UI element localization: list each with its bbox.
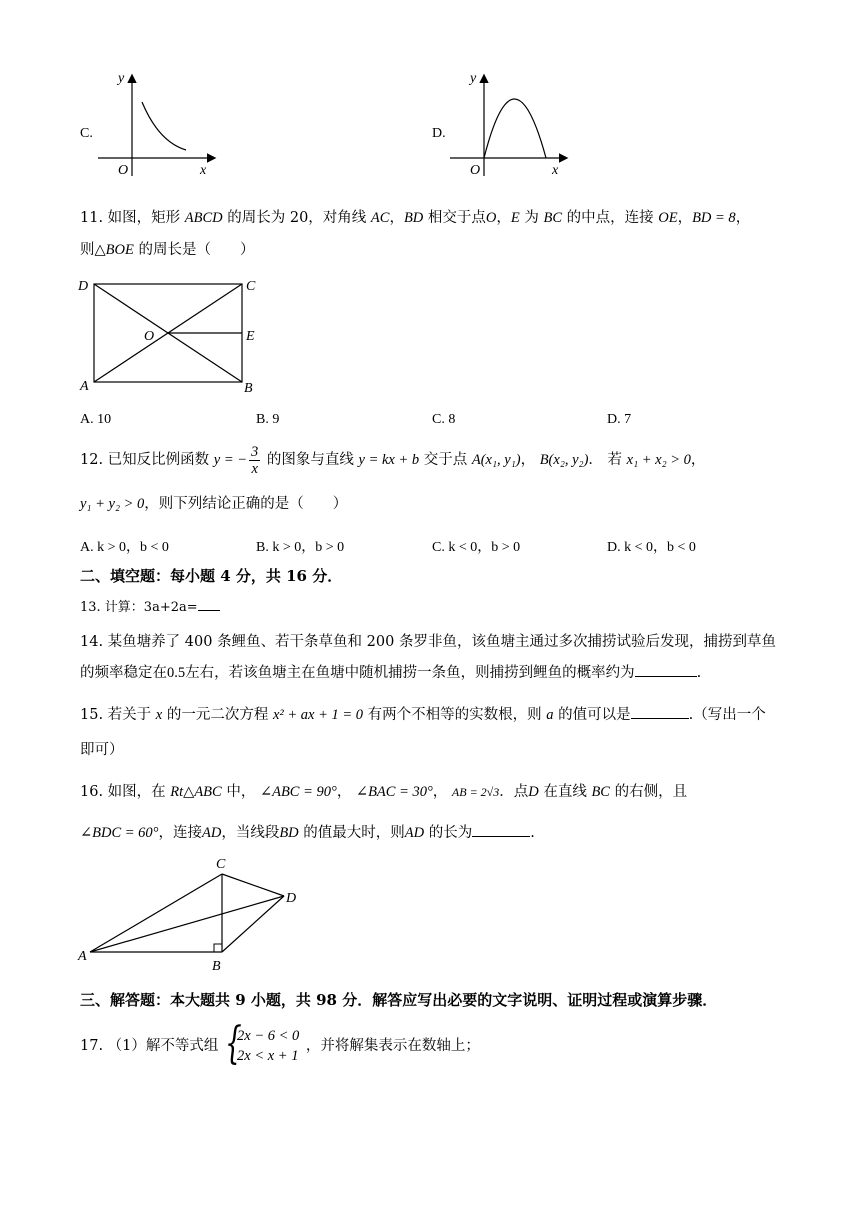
- option-d-graph: [448, 70, 572, 180]
- d-origin: O: [470, 163, 481, 178]
- q14-line1: 14. 某鱼塘养了 400 条鲤鱼、若干条草鱼和 200 条罗非鱼，该鱼塘主通过多次捕捞试验后发现，捕捞到草鱼: [80, 634, 776, 650]
- q11-label-a: A: [80, 379, 89, 394]
- section-3-title: 三、解答题：本大题共 9 小题，共 98 分．解答应写出必要的文字说明、证明过程或演算步骤．: [80, 991, 718, 1009]
- d-axis-y: y: [470, 71, 477, 86]
- q15-line2: 即可）: [80, 742, 124, 758]
- q16-line1: 16. 如图，在 Rt△ABC 中， ∠ABC = 90°， ∠BAC = 30°， AB = 2√3．点D 在直线 BC 的右侧，且: [80, 784, 688, 800]
- q15-line1: 15. 若关于 x 的一元二次方程 x² + ax + 1 = 0 有两个不相等的实数根，则 a 的值可以是 .（写出一个: [80, 704, 766, 725]
- q11-choice-d: D. 7: [607, 412, 632, 427]
- section-2-title: 二、填空题：每小题 4 分，共 16 分．: [80, 567, 343, 585]
- q11-label-e: E: [246, 329, 255, 344]
- q12-choice-b: B. k > 0，b > 0: [256, 540, 345, 555]
- q11-line1: 11. 如图，矩形 ABCD 的周长为 20，对角线 AC，BD 相交于点O，E 为 BC 的中点，连接 OE，BD = 8，: [80, 210, 751, 226]
- q11-choice-b: B. 9: [256, 412, 280, 427]
- q16-label-c: C: [216, 857, 226, 872]
- q14-line2: 的频率稳定在0.5左右，若该鱼塘主在鱼塘中随机捕捞一条鱼，则捕捞到鲤鱼的概率约为 .: [80, 662, 701, 683]
- q11-label-c: C: [246, 279, 256, 294]
- option-c-graph: [96, 70, 220, 180]
- q12-choice-a: A. k > 0，b < 0: [80, 540, 169, 555]
- option-d-label: D.: [432, 126, 446, 141]
- q12-line1: 12. 已知反比例函数 y = − $\frac{3}{x}$ 的图象与直线 y = kx + b 交于点 A(x₁, y₁)， B(x₂, y₂)． 若 x₁ + x₂ > 0，: [80, 443, 706, 477]
- q16-line2: ∠BDC = 60°，连接AD，当线段BD 的值最大时，则AD 的长为 .: [80, 822, 535, 843]
- q16-label-a: A: [78, 949, 87, 964]
- q17-line: 17. （1）解不等式组 { 2x − 6 < 0 2x < x + 1 ，并将解集表示在数轴上；: [80, 1018, 480, 1069]
- q13-line: 13. 计算：3a+2a=: [80, 596, 220, 618]
- q11-choice-c: C. 8: [432, 412, 456, 427]
- q11-line2: 则△BOE 的周长是（ ）: [80, 242, 255, 258]
- q16-label-d: D: [286, 891, 297, 906]
- q11-rectangle-figure: [76, 272, 266, 396]
- q11-label-d: D: [78, 279, 89, 294]
- q16-triangle-figure: [76, 852, 316, 976]
- q12-line2: y₁ + y₂ > 0，则下列结论正确的是（ ）: [80, 496, 348, 512]
- q11-label-o: O: [144, 329, 155, 344]
- q11-label-b: B: [244, 381, 253, 396]
- c-axis-y: y: [118, 71, 125, 86]
- c-axis-x: x: [200, 163, 207, 178]
- q16-label-b: B: [212, 959, 221, 974]
- d-axis-x: x: [552, 163, 559, 178]
- q12-choice-c: C. k < 0，b > 0: [432, 540, 521, 555]
- q11-choice-a: A. 10: [80, 412, 112, 427]
- option-c-label: C.: [80, 126, 93, 141]
- c-origin: O: [118, 163, 129, 178]
- q12-choice-d: D. k < 0，b < 0: [607, 540, 696, 555]
